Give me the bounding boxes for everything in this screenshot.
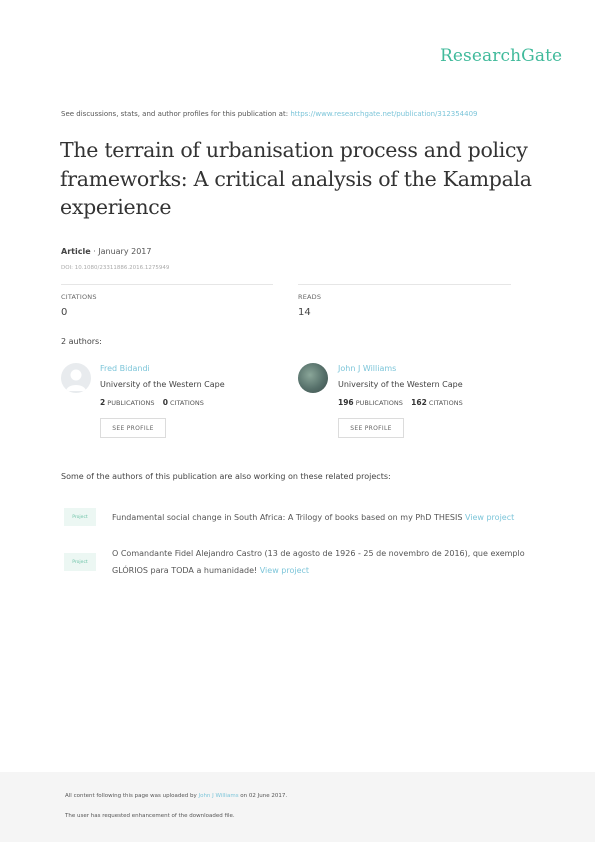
view-project-link[interactable]: View project [464,513,515,522]
author-citation-count: 0 [162,398,168,407]
article-date: · January 2017 [90,247,152,256]
see-profile-button[interactable]: SEE PROFILE [100,418,166,438]
author-name-link[interactable]: John J Williams [338,364,397,373]
citations-divider [61,284,273,285]
citations-value: 0 [61,307,68,318]
authors-heading: 2 authors: [61,337,102,346]
discussion-text: See discussions, stats, and author profiles for this publication at: [61,110,291,118]
discussion-note [61,110,478,118]
author-publications-label: PUBLICATIONS [107,399,155,407]
view-project-link[interactable]: View project [259,566,310,575]
project-title: Fundamental social change in South Africa: A Trilogy of books based on my PhD THESIS [112,513,465,522]
avatar-placeholder-icon[interactable] [61,363,91,393]
see-profile-button[interactable]: SEE PROFILE [338,418,404,438]
reads-divider [298,284,511,285]
article-type: Article [61,247,91,256]
publication-link[interactable]: https://www.researchgate.net/publication/312354409 [290,110,478,118]
author-institution: University of the Western Cape [100,380,225,389]
author-citation-count: 162 [411,398,427,407]
upload-prefix: All content following this page was uploaded by [65,793,199,799]
footer-bar [0,772,595,842]
citations-label: CITATIONS [61,293,97,301]
project-item [112,509,542,526]
article-meta [61,247,151,256]
project-title: O Comandante Fidel Alejandro Castro (13 de agosto de 1926 - 25 de novembro de 2016), que exemplo GLÓRIOS para TODA a humanidade! [112,549,525,575]
reads-label: READS [298,293,322,301]
article-doi: DOI: 10.1080/23311886.2016.1275949 [61,265,170,271]
author-stats [338,398,463,407]
project-badge: Project [64,508,96,526]
author-citations-label: CITATIONS [428,399,463,407]
author-publication-count: 2 [100,398,106,407]
paper-title: The terrain of urbanisation process and policy frameworks: A critical analysis of the Kampala experience [60,138,532,219]
author-institution: University of the Western Cape [338,380,463,389]
author-citations-label: CITATIONS [170,399,204,407]
upload-suffix: on 02 June 2017. [238,793,288,799]
project-item [112,545,542,579]
upload-note [65,793,287,799]
author-stats [100,398,204,407]
author-publications-label: PUBLICATIONS [355,399,403,407]
author-publication-count: 196 [338,398,354,407]
author-photo[interactable] [298,363,328,393]
enhancement-note: The user has requested enhancement of the downloaded file. [65,813,235,819]
author-name-link[interactable]: Fred Bidandi [100,364,150,373]
projects-heading: Some of the authors of this publication are also working on these related projects: [61,472,391,481]
uploader-link[interactable]: John J Williams [198,793,239,799]
project-badge: Project [64,553,96,571]
reads-value: 14 [298,307,311,318]
researchgate-logo[interactable]: ResearchGate [440,46,563,66]
